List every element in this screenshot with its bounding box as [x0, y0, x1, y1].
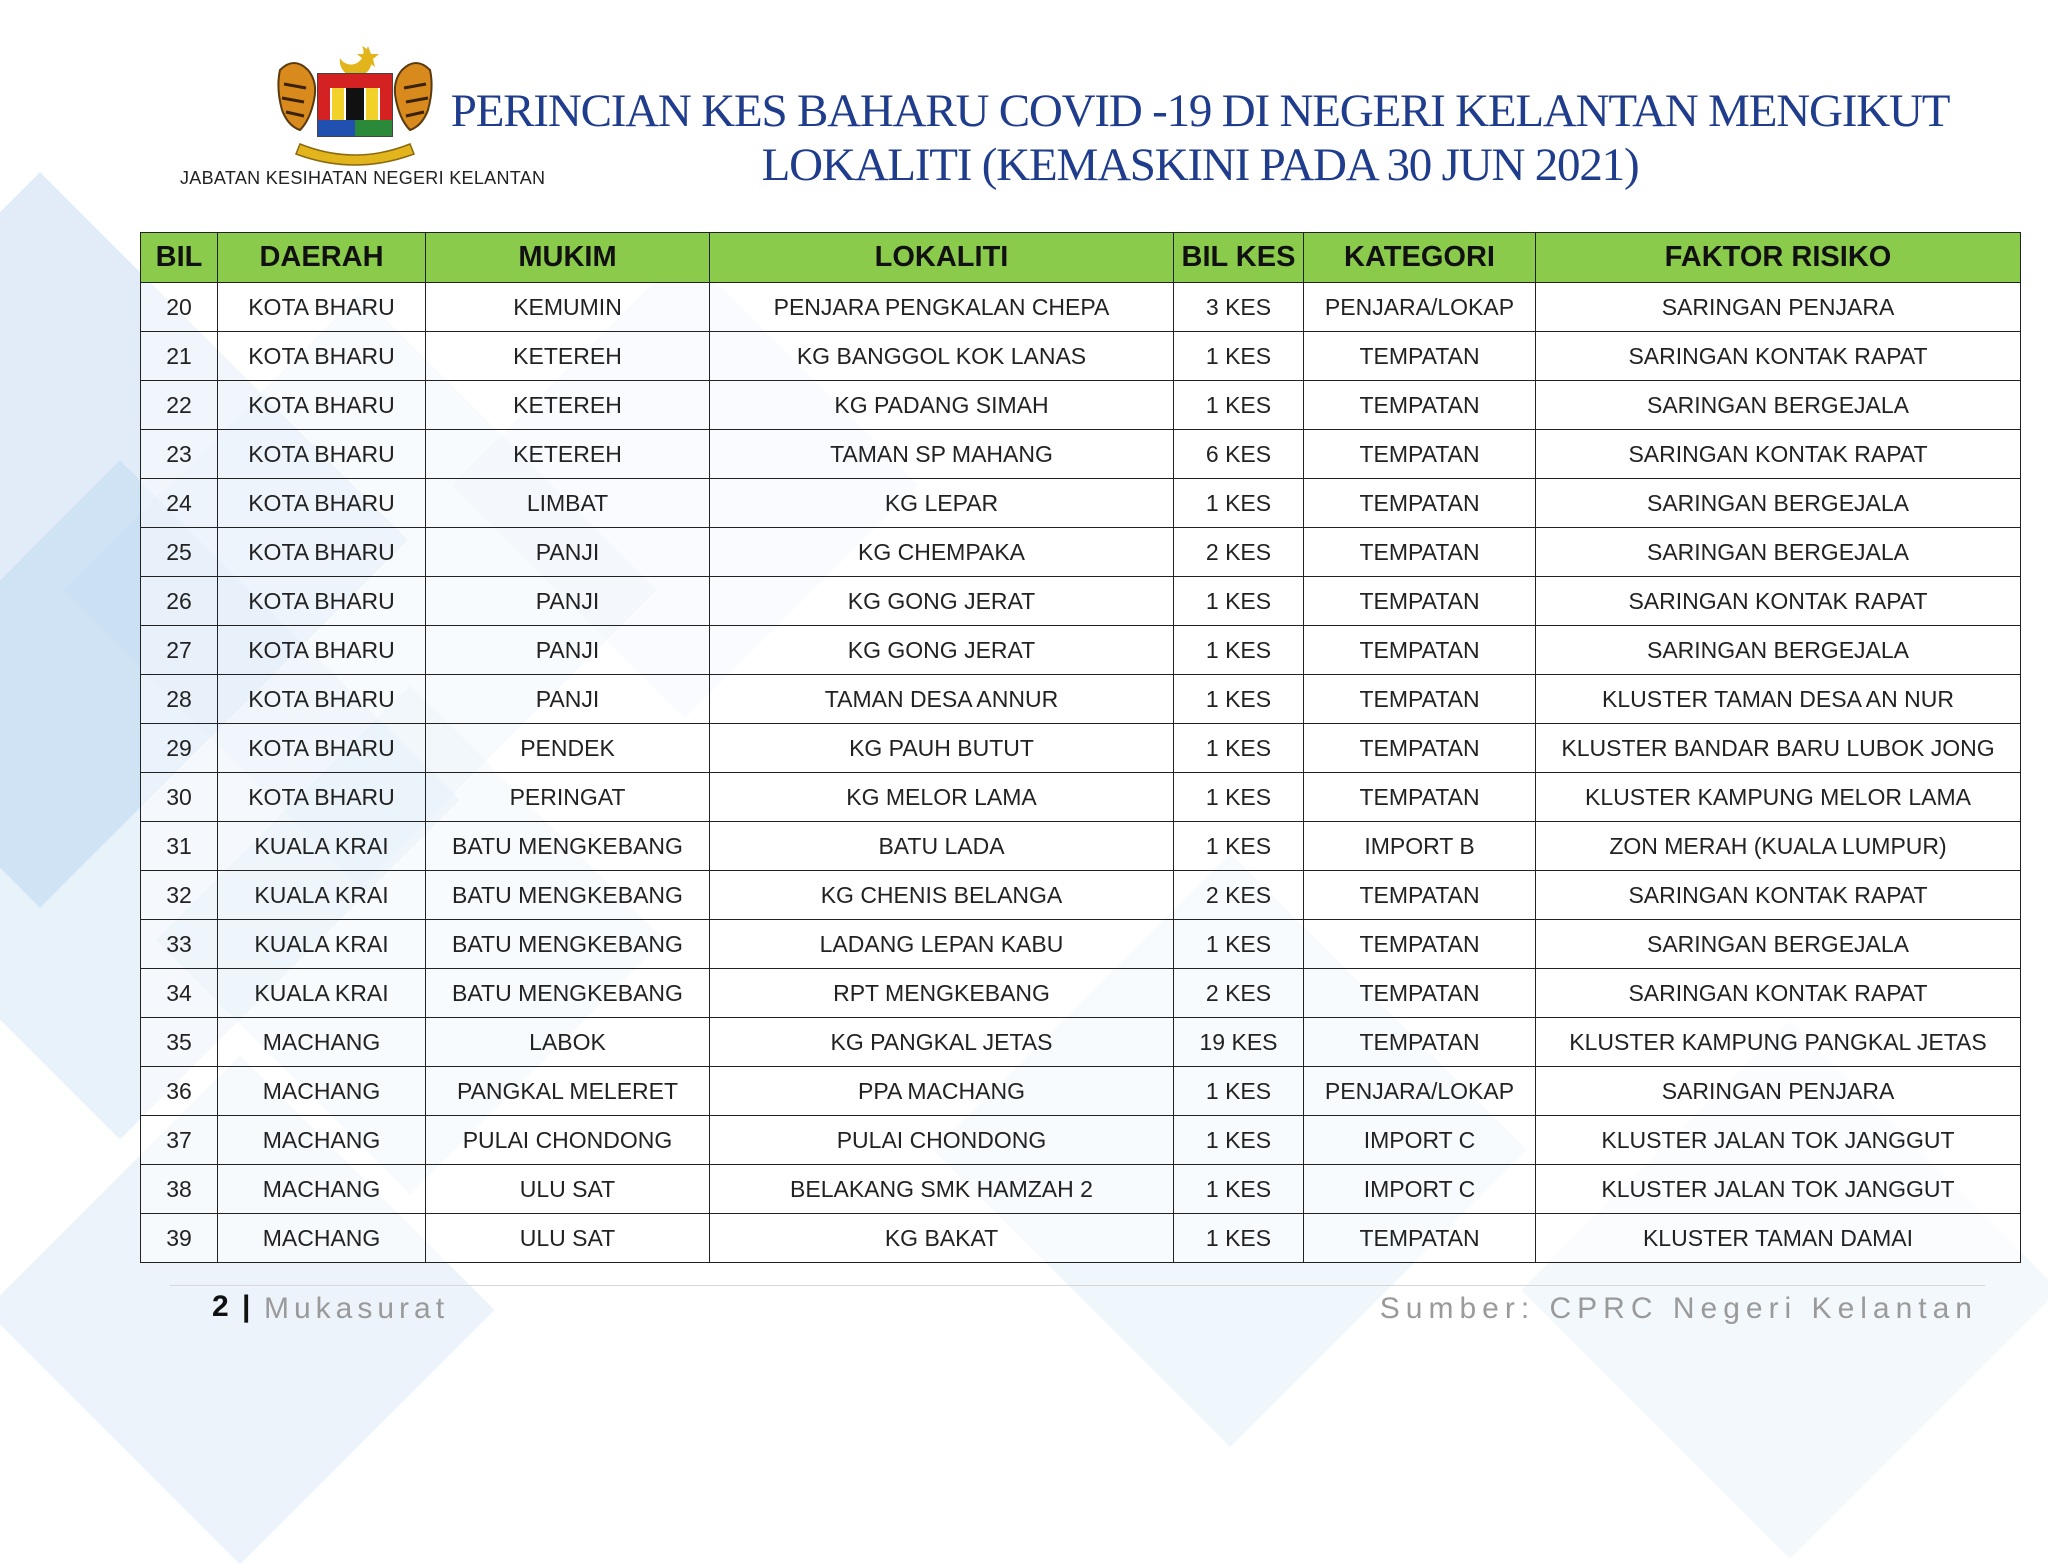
table-cell: PANJI: [426, 626, 710, 675]
table-cell: 1 KES: [1174, 1067, 1304, 1116]
table-cell: BATU MENGKEBANG: [426, 822, 710, 871]
table-cell: SARINGAN KONTAK RAPAT: [1536, 969, 2021, 1018]
table-cell: 1 KES: [1174, 822, 1304, 871]
column-header: DAERAH: [218, 233, 426, 283]
table-cell: BELAKANG SMK HAMZAH 2: [710, 1165, 1174, 1214]
table-cell: LABOK: [426, 1018, 710, 1067]
table-cell: 37: [141, 1116, 218, 1165]
table-cell: KG PADANG SIMAH: [710, 381, 1174, 430]
table-cell: PENJARA/LOKAP: [1304, 1067, 1536, 1116]
table-cell: 1 KES: [1174, 381, 1304, 430]
column-header: KATEGORI: [1304, 233, 1536, 283]
table-cell: TEMPATAN: [1304, 479, 1536, 528]
table-cell: KUALA KRAI: [218, 969, 426, 1018]
table-cell: 2 KES: [1174, 871, 1304, 920]
table-row: [141, 381, 2021, 430]
table-cell: KOTA BHARU: [218, 626, 426, 675]
table-row: [141, 332, 2021, 381]
table-cell: KG PANGKAL JETAS: [710, 1018, 1174, 1067]
table-row: [141, 577, 2021, 626]
table-cell: MACHANG: [218, 1067, 426, 1116]
table-cell: SARINGAN KONTAK RAPAT: [1536, 332, 2021, 381]
table-cell: SARINGAN BERGEJALA: [1536, 626, 2021, 675]
table-cell: KOTA BHARU: [218, 773, 426, 822]
table-cell: KUALA KRAI: [218, 822, 426, 871]
table-cell: KG PAUH BUTUT: [710, 724, 1174, 773]
table-cell: SARINGAN BERGEJALA: [1536, 479, 2021, 528]
table-cell: KOTA BHARU: [218, 724, 426, 773]
table-cell: KOTA BHARU: [218, 479, 426, 528]
table-cell: 36: [141, 1067, 218, 1116]
table-cell: 1 KES: [1174, 920, 1304, 969]
table-row: [141, 871, 2021, 920]
table-cell: 33: [141, 920, 218, 969]
footer-divider: [170, 1285, 1985, 1286]
table-cell: PENJARA/LOKAP: [1304, 283, 1536, 332]
table-row: [141, 822, 2021, 871]
table-cell: KETEREH: [426, 430, 710, 479]
table-cell: KUALA KRAI: [218, 920, 426, 969]
table-cell: SARINGAN KONTAK RAPAT: [1536, 871, 2021, 920]
table-cell: 32: [141, 871, 218, 920]
table-cell: TEMPATAN: [1304, 381, 1536, 430]
table-cell: KG GONG JERAT: [710, 577, 1174, 626]
table-cell: SARINGAN BERGEJALA: [1536, 920, 2021, 969]
malaysia-coat-of-arms-icon: [270, 40, 440, 168]
table-header: [141, 233, 2021, 283]
table-cell: BATU MENGKEBANG: [426, 871, 710, 920]
table-cell: KOTA BHARU: [218, 332, 426, 381]
table-cell: KG BANGGOL KOK LANAS: [710, 332, 1174, 381]
table-cell: 3 KES: [1174, 283, 1304, 332]
table-cell: 6 KES: [1174, 430, 1304, 479]
table-cell: PANJI: [426, 675, 710, 724]
table-cell: SARINGAN BERGEJALA: [1536, 528, 2021, 577]
page-title: [440, 84, 1960, 192]
column-header: BIL: [141, 233, 218, 283]
table-cell: 1 KES: [1174, 675, 1304, 724]
table-cell: SARINGAN PENJARA: [1536, 1067, 2021, 1116]
table-cell: 31: [141, 822, 218, 871]
table-row: [141, 1116, 2021, 1165]
table-cell: PANJI: [426, 577, 710, 626]
table-cell: TEMPATAN: [1304, 332, 1536, 381]
table-cell: SARINGAN BERGEJALA: [1536, 381, 2021, 430]
table-cell: 2 KES: [1174, 528, 1304, 577]
table-cell: SARINGAN KONTAK RAPAT: [1536, 430, 2021, 479]
table-cell: 1 KES: [1174, 332, 1304, 381]
table-cell: 28: [141, 675, 218, 724]
table-cell: LIMBAT: [426, 479, 710, 528]
table-cell: TEMPATAN: [1304, 430, 1536, 479]
table-cell: MACHANG: [218, 1018, 426, 1067]
table-cell: PANGKAL MELERET: [426, 1067, 710, 1116]
column-header: LOKALITI: [710, 233, 1174, 283]
table-cell: 1 KES: [1174, 479, 1304, 528]
table-cell: KOTA BHARU: [218, 283, 426, 332]
table-cell: 34: [141, 969, 218, 1018]
table-cell: BATU MENGKEBANG: [426, 969, 710, 1018]
department-name: JABATAN KESIHATAN NEGERI KELANTAN: [180, 168, 546, 188]
page-label: Mukasurat: [264, 1292, 450, 1325]
table-row: [141, 969, 2021, 1018]
table-cell: KETEREH: [426, 381, 710, 430]
table-cell: PULAI CHONDONG: [710, 1116, 1174, 1165]
table-cell: PENJARA PENGKALAN CHEPA: [710, 283, 1174, 332]
table-row: [141, 1165, 2021, 1214]
table-cell: 25: [141, 528, 218, 577]
table-cell: KLUSTER BANDAR BARU LUBOK JONG: [1536, 724, 2021, 773]
table-cell: KOTA BHARU: [218, 430, 426, 479]
table-row: [141, 1018, 2021, 1067]
table-row: [141, 773, 2021, 822]
table-cell: TEMPATAN: [1304, 969, 1536, 1018]
table-header-row: [141, 233, 2021, 283]
table-cell: MACHANG: [218, 1165, 426, 1214]
table-row: [141, 675, 2021, 724]
table-cell: KLUSTER TAMAN DESA AN NUR: [1536, 675, 2021, 724]
table-cell: KLUSTER JALAN TOK JANGGUT: [1536, 1165, 2021, 1214]
table-cell: 19 KES: [1174, 1018, 1304, 1067]
table-cell: TEMPATAN: [1304, 773, 1536, 822]
table-cell: PANJI: [426, 528, 710, 577]
table-cell: 30: [141, 773, 218, 822]
table-cell: KOTA BHARU: [218, 675, 426, 724]
table-cell: IMPORT B: [1304, 822, 1536, 871]
table-cell: KUALA KRAI: [218, 871, 426, 920]
table-cell: LADANG LEPAN KABU: [710, 920, 1174, 969]
table-cell: KOTA BHARU: [218, 528, 426, 577]
table-cell: PENDEK: [426, 724, 710, 773]
table-cell: KG GONG JERAT: [710, 626, 1174, 675]
page-header: [0, 0, 2048, 230]
table-cell: RPT MENGKEBANG: [710, 969, 1174, 1018]
table-cell: SARINGAN PENJARA: [1536, 283, 2021, 332]
table-row: [141, 528, 2021, 577]
table-cell: MACHANG: [218, 1116, 426, 1165]
table-cell: TEMPATAN: [1304, 528, 1536, 577]
table-cell: KLUSTER KAMPUNG MELOR LAMA: [1536, 773, 2021, 822]
cases-table: [140, 232, 2021, 1263]
table-row: [141, 479, 2021, 528]
table-cell: 1 KES: [1174, 773, 1304, 822]
table-cell: KETEREH: [426, 332, 710, 381]
table-cell: IMPORT C: [1304, 1165, 1536, 1214]
table-cell: 2 KES: [1174, 969, 1304, 1018]
table-cell: KOTA BHARU: [218, 577, 426, 626]
table-cell: 38: [141, 1165, 218, 1214]
table-row: [141, 920, 2021, 969]
table-cell: 1 KES: [1174, 1165, 1304, 1214]
table-cell: MACHANG: [218, 1214, 426, 1263]
table-cell: KG LEPAR: [710, 479, 1174, 528]
table-cell: BATU MENGKEBANG: [426, 920, 710, 969]
table-cell: KLUSTER JALAN TOK JANGGUT: [1536, 1116, 2021, 1165]
table-cell: 26: [141, 577, 218, 626]
table-body: [141, 283, 2021, 1263]
table-cell: PULAI CHONDONG: [426, 1116, 710, 1165]
source-note: Sumber: CPRC Negeri Kelantan: [1379, 1292, 1978, 1325]
page-number: 2: [212, 1290, 229, 1323]
table-cell: 21: [141, 332, 218, 381]
table-cell: TEMPATAN: [1304, 871, 1536, 920]
table-cell: KEMUMIN: [426, 283, 710, 332]
table-cell: 20: [141, 283, 218, 332]
table-cell: 1 KES: [1174, 626, 1304, 675]
table-cell: 29: [141, 724, 218, 773]
table-cell: KLUSTER KAMPUNG PANGKAL JETAS: [1536, 1018, 2021, 1067]
page-separator: |: [242, 1290, 251, 1323]
table-cell: BATU LADA: [710, 822, 1174, 871]
table-cell: TEMPATAN: [1304, 1214, 1536, 1263]
table-cell: 27: [141, 626, 218, 675]
table-cell: 1 KES: [1174, 577, 1304, 626]
table-row: [141, 1214, 2021, 1263]
table-row: [141, 430, 2021, 479]
table-cell: TEMPATAN: [1304, 675, 1536, 724]
table-cell: PERINGAT: [426, 773, 710, 822]
table-cell: 1 KES: [1174, 1214, 1304, 1263]
table-cell: 1 KES: [1174, 1116, 1304, 1165]
column-header: BIL KES: [1174, 233, 1304, 283]
table-cell: 39: [141, 1214, 218, 1263]
table-cell: PPA MACHANG: [710, 1067, 1174, 1116]
table-cell: TEMPATAN: [1304, 1018, 1536, 1067]
table-cell: TEMPATAN: [1304, 920, 1536, 969]
table-cell: 35: [141, 1018, 218, 1067]
table-cell: TAMAN SP MAHANG: [710, 430, 1174, 479]
title-line-1: PERINCIAN KES BAHARU COVID -19 DI NEGERI KELANTAN MENGIKUT: [450, 85, 1950, 137]
table-cell: ULU SAT: [426, 1214, 710, 1263]
table-cell: TEMPATAN: [1304, 626, 1536, 675]
table-cell: 23: [141, 430, 218, 479]
table-row: [141, 626, 2021, 675]
table-cell: KG MELOR LAMA: [710, 773, 1174, 822]
table-cell: 1 KES: [1174, 724, 1304, 773]
table-cell: KLUSTER TAMAN DAMAI: [1536, 1214, 2021, 1263]
table-row: [141, 283, 2021, 332]
table-cell: KG CHENIS BELANGA: [710, 871, 1174, 920]
title-line-2: LOKALITI (KEMASKINI PADA 30 JUN 2021): [761, 139, 1639, 191]
column-header: FAKTOR RISIKO: [1536, 233, 2021, 283]
table-cell: KG CHEMPAKA: [710, 528, 1174, 577]
table-cell: TAMAN DESA ANNUR: [710, 675, 1174, 724]
column-header: MUKIM: [426, 233, 710, 283]
table-cell: TEMPATAN: [1304, 577, 1536, 626]
table-row: [141, 1067, 2021, 1116]
table-cell: SARINGAN KONTAK RAPAT: [1536, 577, 2021, 626]
table-cell: ULU SAT: [426, 1165, 710, 1214]
table-cell: TEMPATAN: [1304, 724, 1536, 773]
table-row: [141, 724, 2021, 773]
table-cell: KOTA BHARU: [218, 381, 426, 430]
table-cell: IMPORT C: [1304, 1116, 1536, 1165]
table-cell: KG BAKAT: [710, 1214, 1174, 1263]
table-cell: 22: [141, 381, 218, 430]
table-cell: 24: [141, 479, 218, 528]
table-cell: ZON MERAH (KUALA LUMPUR): [1536, 822, 2021, 871]
